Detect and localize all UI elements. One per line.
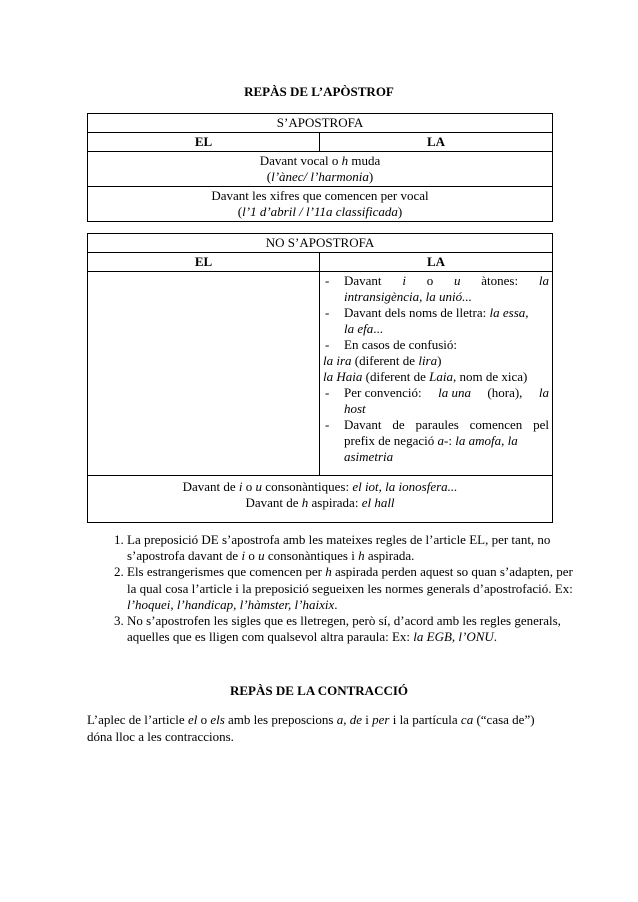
table-apostrofa-title: S’APOSTROFA	[88, 114, 553, 133]
table-apostrofa	[87, 113, 553, 222]
heading-contraccio: REPÀS DE LA CONTRACCIÓ	[229, 683, 409, 698]
table-no-apostrofa-title: NO S’APOSTROFA	[88, 234, 553, 253]
cell-la-rules	[320, 272, 553, 476]
rule-consonantiques: Davant de i o u consonàntiques: el iot, la ionosfera... Davant de h aspirada: el hall	[88, 476, 553, 523]
list-item: 1. La preposició DE s’apostrofa amb les mateixes regles de l’article EL, per tant, no s’apostrofa davant de i o u consonàntiques i h aspirada.	[127, 532, 585, 564]
column-header-la: LA	[320, 133, 553, 152]
list-item: - Davant de paraules comencen pel prefix de negació a-: la amofa, la asimetria	[325, 417, 550, 464]
list-item: - Per convenció: la una (hora), la host	[325, 385, 549, 416]
list-item: 2. Els estrangerismes que comencen per h aspirada perden aquest so quan s’adapten, per la qual cosa l’article i la preposició segueixen les normes generals d’apostrofació. Ex: l’hoquei, l’handicap, l’hàmster, l’haixix.	[127, 564, 585, 613]
rule-vocal-h-muda: Davant vocal o h muda (l’ànec/ l’harmonia)	[88, 152, 553, 187]
column-header-la: LA	[320, 253, 553, 272]
rule-xifres-vocal: Davant les xifres que comencen per vocal (l’1 d’abril / l’11a classificada)	[88, 187, 553, 222]
list-item: - Davant dels noms de lletra: la essa, la efa...	[325, 305, 529, 336]
heading-apostrof: REPÀS DE L’APÒSTROF	[244, 84, 394, 99]
list-item: 3. No s’apostrofen les sigles que es lletregen, però sí, d’acord amb les regles generals, aquelles que es lligen com qualsevol altra paraula: Ex: la EGB, l’ONU.	[127, 613, 585, 645]
confusion-example: la Haia (diferent de Laia, nom de xica)	[323, 369, 528, 384]
confusion-example: la ira (diferent de lira)	[323, 353, 442, 368]
notes-list	[96, 532, 585, 645]
contraccio-paragraph: L’aplec de l’article el o els amb les preposcions a, de i per i la partícula ca (“casa de”) dóna lloc a les contraccions.	[87, 712, 535, 744]
column-header-el: EL	[88, 253, 320, 272]
list-item: - En casos de confusió:	[325, 337, 458, 352]
list-item: - Davant i o u àtones: la intransigència, la unió...	[325, 273, 549, 304]
column-header-el: EL	[88, 133, 320, 152]
table-no-apostrofa	[87, 233, 553, 523]
cell-el-empty	[88, 272, 320, 476]
